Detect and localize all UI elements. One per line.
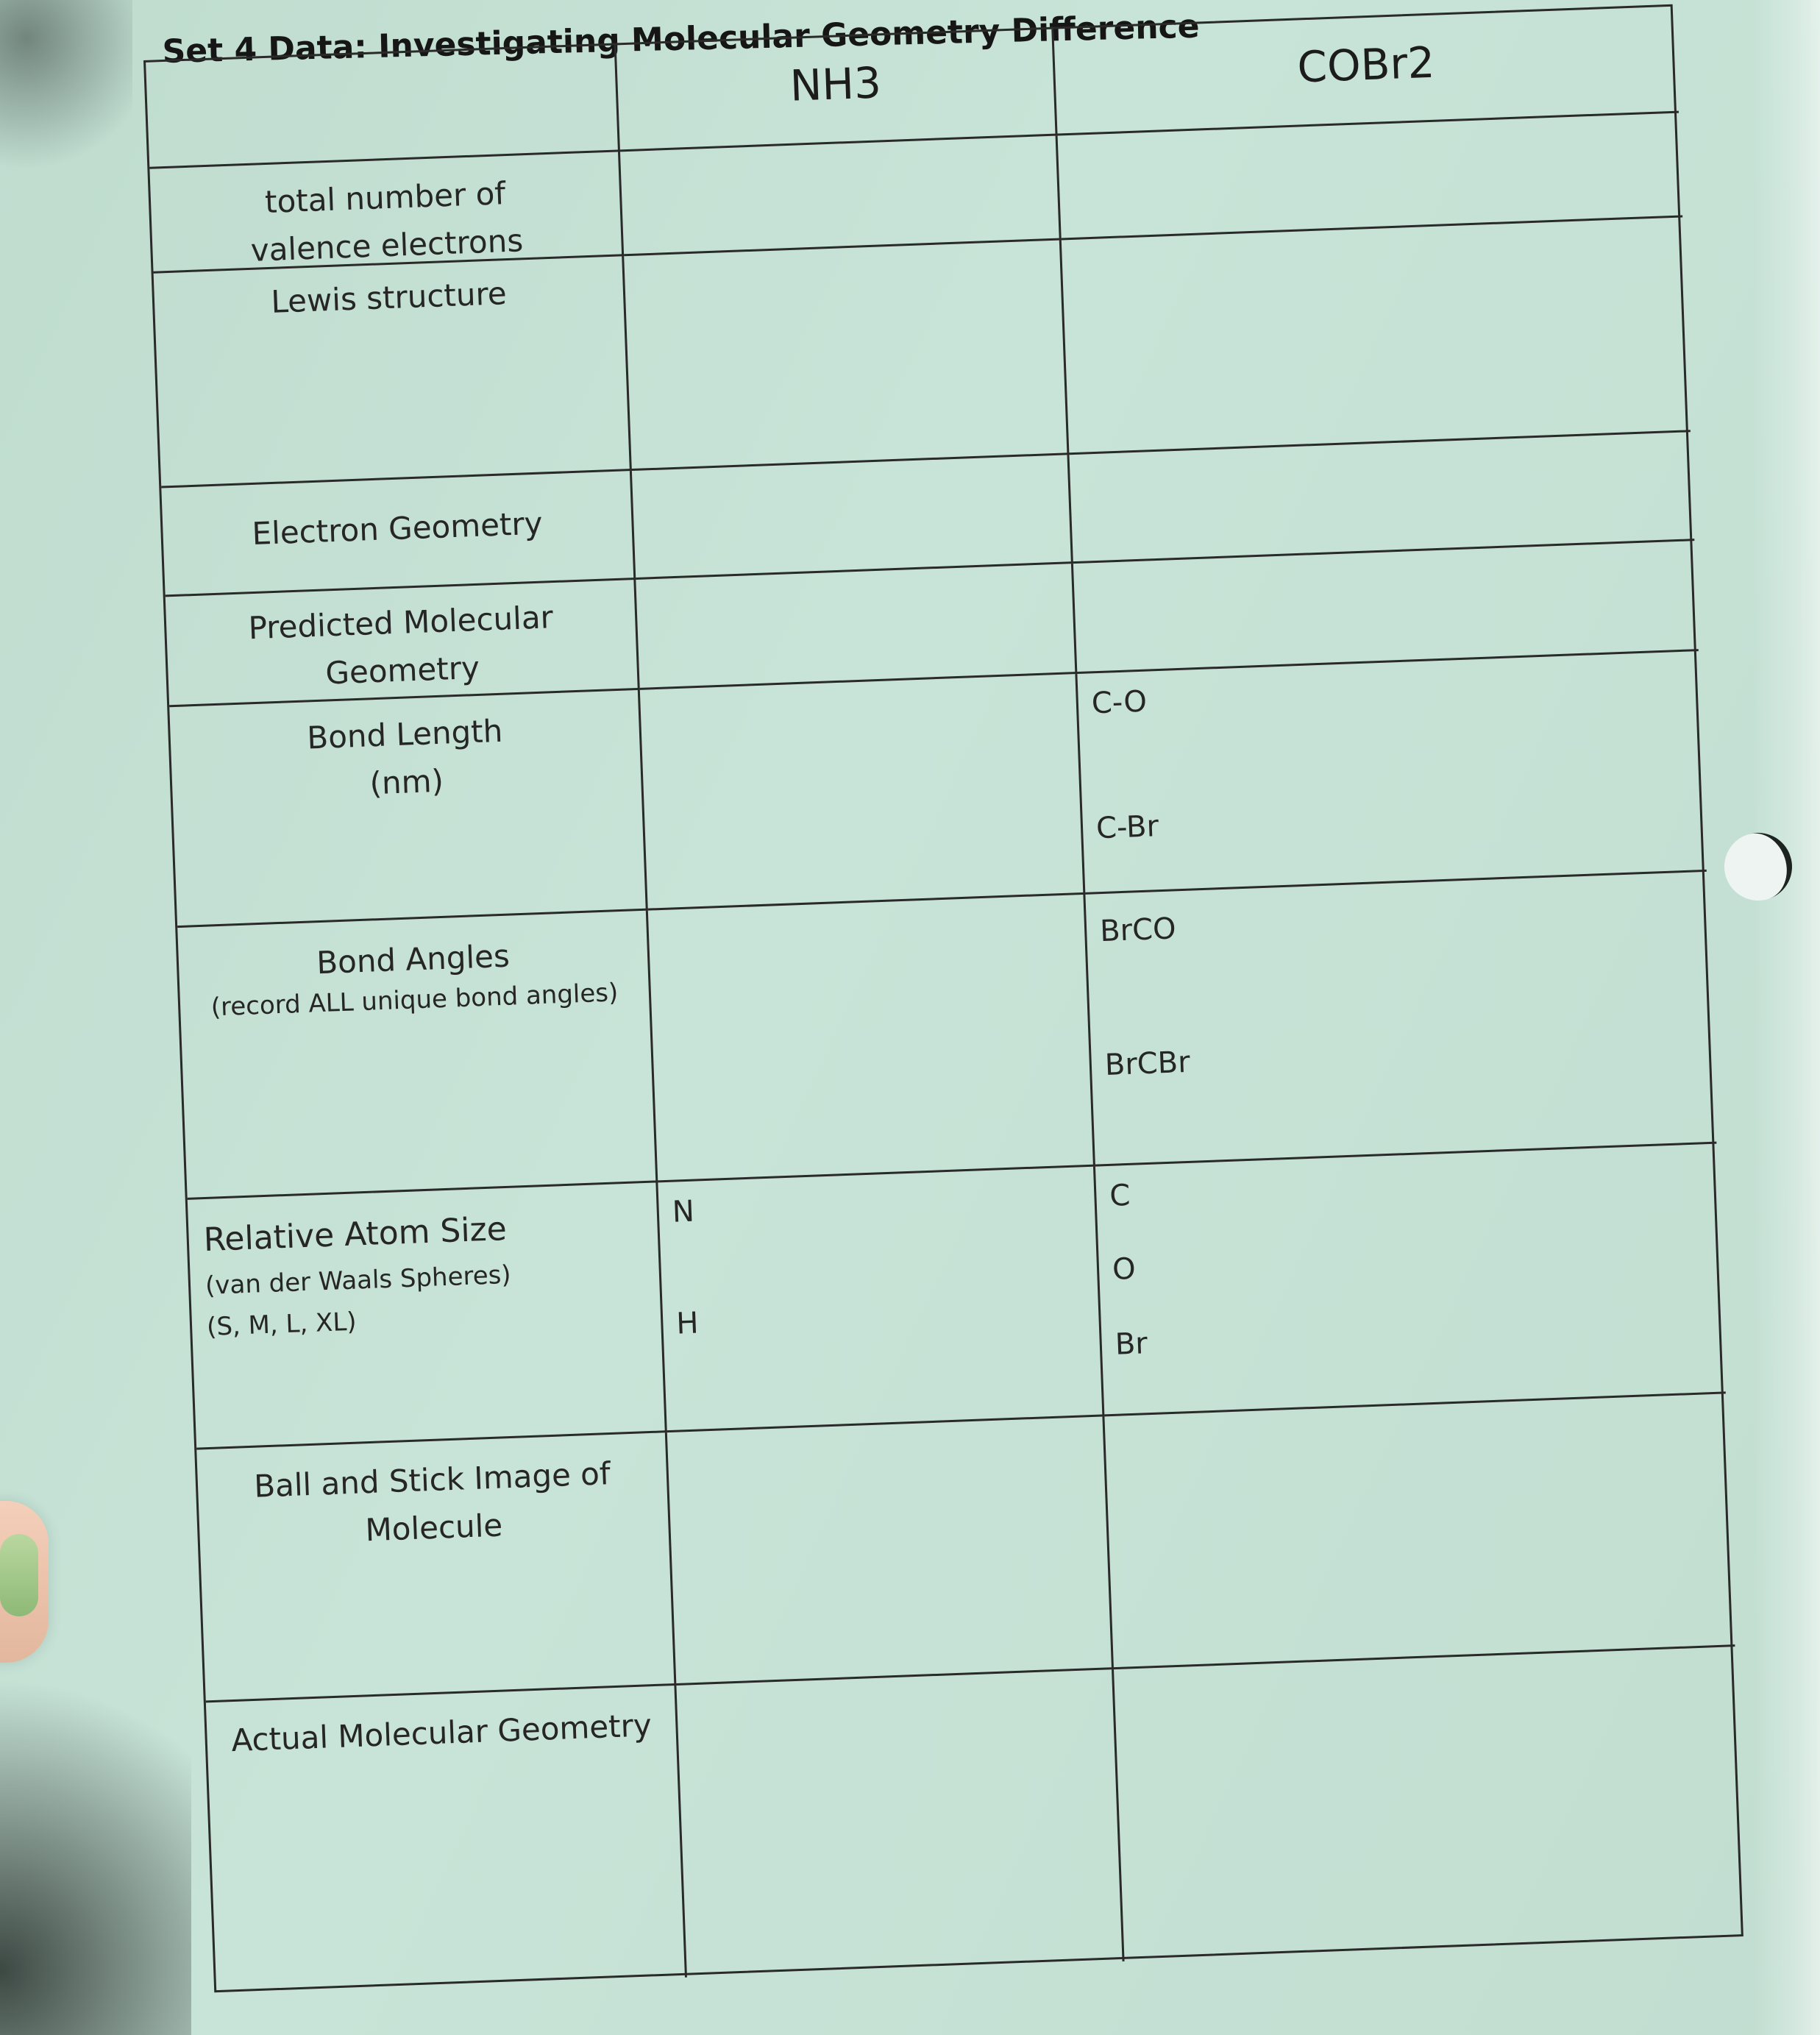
atom-size-label-cell — [188, 1182, 667, 1449]
nh3-electron-geometry-cell[interactable] — [632, 455, 1073, 580]
bond-length-line-1: Bond Length — [306, 712, 504, 756]
ball-stick-label-cell — [196, 1432, 676, 1702]
nh3-predicted-geometry-cell[interactable] — [636, 564, 1077, 690]
nh3-actual-geometry-cell[interactable] — [676, 1669, 1124, 1978]
c-atom-entry: C — [1109, 1178, 1131, 1213]
lewis-label: Lewis structure — [270, 275, 508, 320]
bond-length-label — [170, 702, 641, 814]
lewis-label-cell — [154, 256, 632, 488]
bottom-left-shadow — [0, 1604, 191, 2035]
bond-angles-line-1: Bond Angles — [316, 937, 511, 981]
cobr2-actual-geometry-cell[interactable] — [1114, 1647, 1746, 1961]
nh3-bond-length-cell[interactable] — [640, 674, 1086, 911]
n-atom-entry: N — [672, 1194, 695, 1229]
brco-entry: BrCO — [1099, 912, 1177, 949]
predicted-geometry-label — [166, 590, 637, 703]
header-empty-cell — [146, 45, 620, 168]
h-atom-entry: H — [675, 1306, 700, 1341]
atom-size-line-3: (S, M, L, XL) — [206, 1307, 358, 1343]
ball-stick-line-2: Molecule — [364, 1507, 504, 1549]
valence-line-2: valence electrons — [249, 222, 524, 269]
top-left-shadow — [0, 0, 132, 191]
atom-size-label — [203, 1199, 654, 1348]
o-atom-entry: O — [1112, 1251, 1137, 1287]
predicted-line-2: Geometry — [324, 649, 480, 692]
fingernail — [0, 1534, 38, 1616]
ball-stick-label — [197, 1447, 669, 1560]
br-atom-entry: Br — [1115, 1327, 1148, 1362]
bond-angles-label — [178, 927, 650, 1027]
page-edge — [1754, 0, 1820, 2035]
atom-size-line-1: Relative Atom Size — [202, 1210, 508, 1260]
cobr2-ball-stick-cell[interactable] — [1104, 1393, 1735, 1669]
data-table-grid — [143, 4, 1743, 1992]
nh3-header-cell — [616, 29, 1058, 152]
cobr2-header: COBr2 — [1296, 37, 1436, 93]
brcbr-entry: BrCBr — [1104, 1045, 1191, 1083]
nh3-lewis-cell[interactable] — [624, 240, 1069, 471]
bond-length-label-cell — [169, 690, 648, 928]
predicted-line-1: Predicted Molecular — [247, 599, 554, 647]
cobr2-lewis-cell[interactable] — [1062, 217, 1691, 455]
nh3-valence-cell[interactable] — [620, 136, 1062, 257]
valence-label — [150, 165, 622, 273]
predicted-geometry-label-cell — [166, 580, 640, 707]
valence-line-1: total number of — [264, 175, 506, 221]
worksheet-table — [143, 4, 1743, 1992]
nh3-atom-size-cell[interactable] — [658, 1167, 1104, 1433]
worksheet-title: Set 4 Data: Investigating Molecular Geometry Difference — [162, 7, 1201, 71]
c-o-entry: C-O — [1091, 684, 1148, 721]
actual-geometry-label-cell — [206, 1686, 687, 1995]
valence-label-cell — [149, 152, 624, 273]
cobr2-atom-size-cell[interactable] — [1095, 1144, 1726, 1417]
bond-angles-label-cell — [177, 911, 658, 1200]
electron-geometry-label: Electron Geometry — [251, 505, 544, 553]
nh3-ball-stick-cell[interactable] — [667, 1416, 1114, 1686]
bond-angles-line-2: (record ALL unique bond angles) — [210, 978, 619, 1023]
actual-geometry-label: Actual Molecular Geometry — [230, 1707, 653, 1759]
nh3-header: NH3 — [789, 57, 882, 111]
atom-size-line-2: (van der Waals Spheres) — [205, 1260, 512, 1301]
c-br-entry: C-Br — [1095, 809, 1159, 846]
ball-stick-line-1: Ball and Stick Image of — [253, 1455, 611, 1505]
bond-length-line-2: (nm) — [369, 762, 444, 802]
cobr2-bond-length-cell[interactable] — [1077, 651, 1706, 895]
cobr2-bond-angles-cell[interactable] — [1085, 872, 1716, 1167]
electron-geometry-label-cell — [161, 471, 636, 597]
nh3-bond-angles-cell[interactable] — [648, 895, 1095, 1183]
